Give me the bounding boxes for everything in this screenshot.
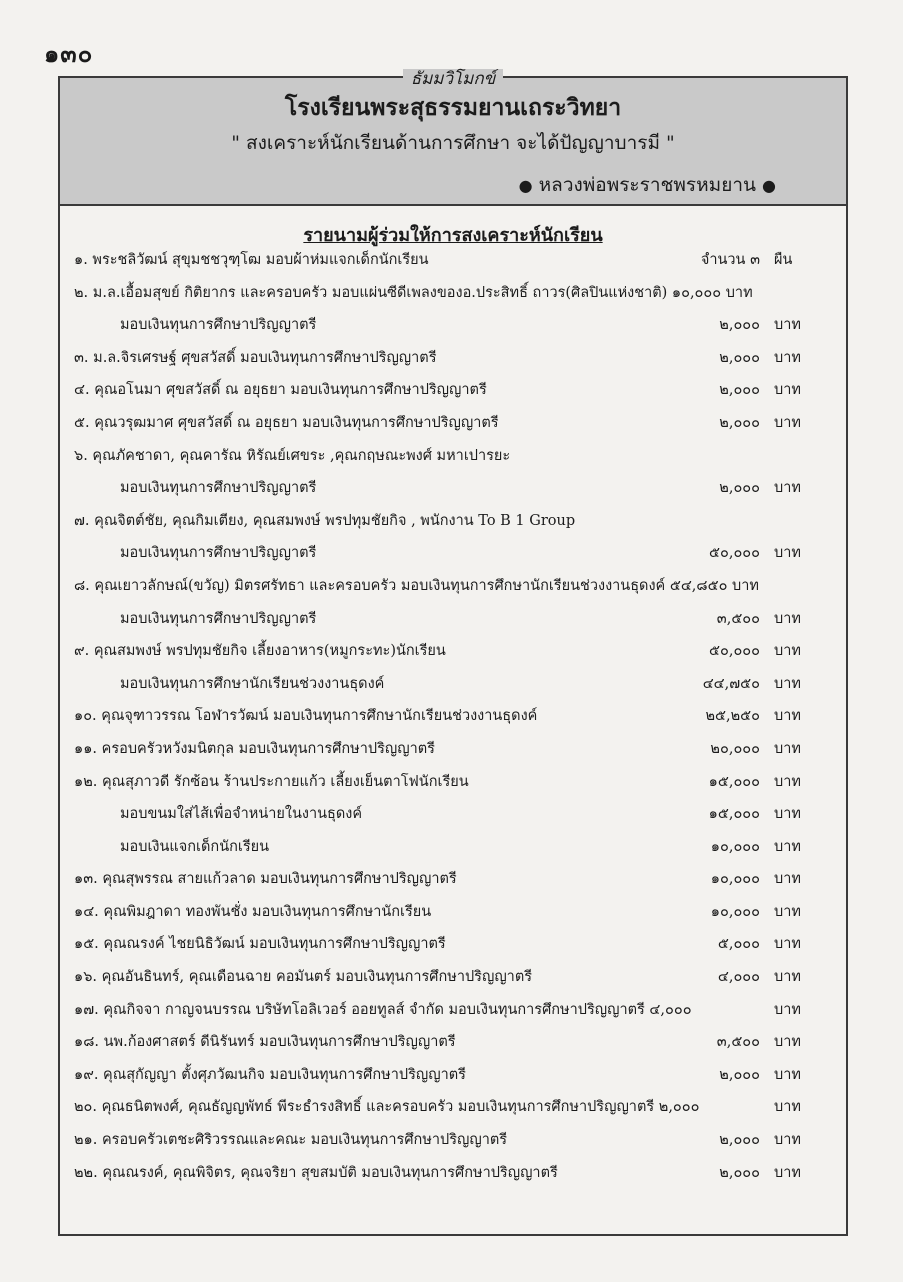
donation-unit: บาท	[774, 871, 801, 888]
donor-text: ๑๘. นพ.ก้องศาสตร์ ดีนิรันทร์ มอบเงินทุนการศึกษาปริญญาตรี	[74, 1034, 456, 1051]
donor-text: ๑๓. คุณสุพรรณ สายแก้วลาด มอบเงินทุนการศึกษาปริญญาตรี	[74, 871, 457, 888]
donor-row	[74, 928, 846, 961]
content-frame	[58, 69, 848, 1236]
donation-unit: บาท	[774, 936, 801, 953]
slogan: " สงเคราะห์นักเรียนด้านการศึกษา จะได้ปัญญาบารมี "	[231, 132, 675, 154]
donor-row	[74, 863, 846, 896]
donor-row	[74, 277, 846, 310]
donation-amount: ๒,๐๐๐	[719, 1164, 760, 1181]
donation-amount: ๒,๐๐๐	[719, 382, 760, 399]
donor-row	[74, 798, 846, 831]
donor-text: ๒๑. ครอบครัวเตชะศิริวรรณและคณะ มอบเงินทุนการศึกษาปริญญาตรี	[74, 1132, 508, 1149]
donation-amount: ๒๐,๐๐๐	[710, 740, 760, 757]
donation-amount: ๔,๐๐๐	[717, 969, 760, 986]
donor-row	[74, 603, 846, 636]
donor-row	[74, 896, 846, 929]
donor-row	[74, 440, 846, 473]
donor-row	[74, 994, 846, 1027]
donor-text: ๑. พระชลิวัฒน์ สุขุมชชวุฑฺโฒ มอบผ้าห่มแจกเด็กนักเรียน	[74, 252, 429, 268]
donation-unit: บาท	[774, 382, 801, 399]
donation-amount: ๒,๐๐๐	[719, 480, 760, 497]
donation-amount: ๒,๐๐๐	[719, 1132, 760, 1149]
donor-text: มอบเงินทุนการศึกษาปริญญาตรี	[120, 480, 317, 497]
donor-row	[74, 1091, 846, 1124]
donation-unit: บาท	[774, 1001, 801, 1018]
school-name: โรงเรียนพระสุธรรมยานเถระวิทยา	[284, 94, 622, 121]
donor-text: ๑๔. คุณพิมฎาดา ทองพันชั่ง มอบเงินทุนการศึกษานักเรียน	[74, 903, 432, 920]
donor-row	[74, 570, 846, 603]
donor-list	[60, 244, 846, 1189]
donation-unit: บาท	[774, 806, 801, 823]
donor-row	[74, 766, 846, 799]
donor-text: ๒๒. คุณณรงค์, คุณพิจิตร, คุณจริยา สุขสมบัติ มอบเงินทุนการศึกษาปริญญาตรี	[74, 1164, 558, 1181]
donor-text: มอบเงินแจกเด็กนักเรียน	[120, 838, 270, 855]
donor-text: ๖. คุณภัคชาดา, คุณคารัณ หิรัณย์เศขระ ,คุณกฤษณะพงศ์ มหาเปารยะ	[74, 447, 511, 464]
donation-unit: บาท	[774, 1034, 801, 1051]
donor-text: ๒๐. คุณธนิตพงศ์, คุณธัญญพัทธ์ พีระธำรงสิทธิ์ และครอบครัว มอบเงินทุนการศึกษาปริญญาตรี ๒,๐๐๐	[74, 1099, 700, 1116]
donor-text: ๑๙. คุณสุกัญญา ตั้งศุภวัฒนกิจ มอบเงินทุนการศึกษาปริญญาตรี	[74, 1066, 466, 1083]
donation-unit: บาท	[774, 1132, 801, 1149]
donation-unit: บาท	[774, 643, 801, 660]
monk-name-line	[519, 170, 776, 200]
donor-text: ๗. คุณจิตต์ชัย, คุณกิมเตียง, คุณสมพงษ์ พรปทุมชัยกิจ , พนักงาน To B 1 Group	[74, 512, 576, 529]
donation-amount: ๒,๐๐๐	[719, 1066, 760, 1083]
donor-text: ๑๑. ครอบครัวหวังมนิตกุล มอบเงินทุนการศึกษาปริญญาตรี	[74, 740, 435, 757]
donor-text: ๙. คุณสมพงษ์ พรปทุมชัยกิจ เลี้ยงอาหาร(หมูกระทะ)นักเรียน	[74, 643, 446, 660]
header-banner	[60, 69, 846, 206]
donation-unit: บาท	[774, 480, 801, 497]
donation-unit: บาท	[774, 675, 801, 692]
donation-amount: ๑๐,๐๐๐	[710, 838, 760, 855]
donor-row	[74, 1059, 846, 1092]
donor-text: ๘. คุณเยาวลักษณ์(ขวัญ) มิตรศรัทธา และครอบครัว มอบเงินทุนการศึกษานักเรียนช่วงงานธุดงค์ ๕๔,๘๕๐ บาท	[74, 577, 759, 594]
donor-row	[74, 505, 846, 538]
donation-unit: บาท	[774, 1066, 801, 1083]
donor-text: มอบเงินทุนการศึกษาปริญญาตรี	[120, 545, 317, 562]
donor-text: ๓. ม.ล.จิรเศรษฐ์ ศุขสวัสดิ์ มอบเงินทุนการศึกษาปริญญาตรี	[74, 349, 437, 366]
donor-text: ๕. คุณวรุฒมาศ ศุขสวัสดิ์ ณ อยุธยา มอบเงินทุนการศึกษาปริญญาตรี	[74, 414, 499, 431]
donation-amount: ๑๐,๐๐๐	[710, 871, 760, 888]
donor-text: มอบเงินทุนการศึกษาปริญญาตรี	[120, 317, 317, 334]
donation-amount: ๒๕,๒๕๐	[705, 708, 760, 725]
donor-text: ๑๒. คุณสุภาวดี รักซ้อน ร้านประกายแก้ว เลี้ยงเย็นตาโฟนักเรียน	[74, 773, 469, 790]
bullet-icon: ●	[518, 176, 533, 195]
donation-unit: บาท	[774, 610, 801, 627]
donation-unit: บาท	[774, 903, 801, 920]
donation-amount: ๕๐,๐๐๐	[709, 643, 760, 660]
donation-amount: ๔๔,๗๕๐	[702, 675, 760, 692]
donor-row	[74, 1124, 846, 1157]
donor-row	[74, 374, 846, 407]
series-title-text: ธัมมวิโมกข์	[403, 69, 504, 89]
bullet-icon: ●	[762, 176, 776, 195]
donor-text: ๑๗. คุณกิจจา กาญจนบรรณ บริษัทโอลิเวอร์ ออยทูลส์ จำกัด มอบเงินทุนการศึกษาปริญญาตรี ๔,๐๐๐	[74, 1001, 692, 1018]
donor-text: ๒. ม.ล.เอื้อมสุขย์ กิติยากร และครอบครัว มอบแผ่นซีดีเพลงของอ.ประสิทธิ์ ถาวร(ศิลปินแห่งชาติ) ๑๐,๐๐๐ บาท	[74, 284, 753, 301]
list-title: รายนามผู้ร่วมให้การสงเคราะห์นักเรียน	[303, 225, 603, 246]
monk-name: หลวงพ่อพระราชพรหมยาน	[538, 174, 756, 196]
donation-unit: บาท	[774, 838, 801, 855]
donation-unit: บาท	[774, 414, 801, 431]
donation-unit: ผืน	[774, 252, 793, 268]
donor-row	[74, 309, 846, 342]
donation-unit: บาท	[774, 1164, 801, 1181]
donation-unit: บาท	[774, 969, 801, 986]
donor-text: ๔. คุณอโนมา ศุขสวัสดิ์ ณ อยุธยา มอบเงินทุนการศึกษาปริญญาตรี	[74, 382, 487, 399]
donation-amount: ๓,๕๐๐	[716, 1034, 760, 1051]
donation-amount: ๒,๐๐๐	[719, 349, 760, 366]
donation-unit: บาท	[774, 545, 801, 562]
donor-row	[74, 537, 846, 570]
donor-row	[74, 244, 846, 277]
donor-row	[74, 1157, 846, 1190]
donor-row	[74, 668, 846, 701]
donation-amount: ๕,๐๐๐	[717, 936, 760, 953]
donation-unit: บาท	[774, 740, 801, 757]
donor-row	[74, 700, 846, 733]
donor-row	[74, 961, 846, 994]
donation-amount: ๑๐,๐๐๐	[710, 903, 760, 920]
donor-text: ๑๖. คุณอันธินทร์, คุณเดือนฉาย คอมันตร์ มอบเงินทุนการศึกษาปริญญาตรี	[74, 969, 533, 986]
donor-text: มอบเงินทุนการศึกษานักเรียนช่วงงานธุดงค์	[120, 675, 385, 692]
donor-row	[74, 733, 846, 766]
page-number: ๑๓๐	[44, 39, 94, 68]
donor-row	[74, 472, 846, 505]
donation-unit: บาท	[774, 773, 801, 790]
donation-unit: บาท	[774, 317, 801, 334]
donor-row	[74, 342, 846, 375]
donor-row	[74, 831, 846, 864]
donation-amount: ๑๕,๐๐๐	[708, 773, 760, 790]
donation-amount: ๒,๐๐๐	[719, 317, 760, 334]
donation-amount: ๓,๕๐๐	[716, 610, 760, 627]
donation-unit: บาท	[774, 349, 801, 366]
donation-amount: ๒,๐๐๐	[719, 414, 760, 431]
donation-unit: บาท	[774, 1099, 801, 1116]
donation-amount: ๕๐,๐๐๐	[709, 545, 760, 562]
donation-amount: ๑๕,๐๐๐	[708, 806, 760, 823]
donor-text: มอบขนมใส่ไส้เพื่อจำหน่ายในงานธุดงค์	[120, 806, 363, 823]
donor-text: มอบเงินทุนการศึกษาปริญญาตรี	[120, 610, 317, 627]
donor-row	[74, 407, 846, 440]
donation-amount: จำนวน ๓	[700, 252, 760, 268]
donor-row	[74, 1026, 846, 1059]
donation-unit: บาท	[774, 708, 801, 725]
donor-row	[74, 635, 846, 668]
series-title	[60, 65, 846, 92]
donor-text: ๑๐. คุณจุฑาวรรณ โอฬารวัฒน์ มอบเงินทุนการศึกษานักเรียนช่วงงานธุดงค์	[74, 708, 538, 725]
donor-text: ๑๕. คุณณรงค์ ไชยนิธิวัฒน์ มอบเงินทุนการศึกษาปริญญาตรี	[74, 936, 446, 953]
